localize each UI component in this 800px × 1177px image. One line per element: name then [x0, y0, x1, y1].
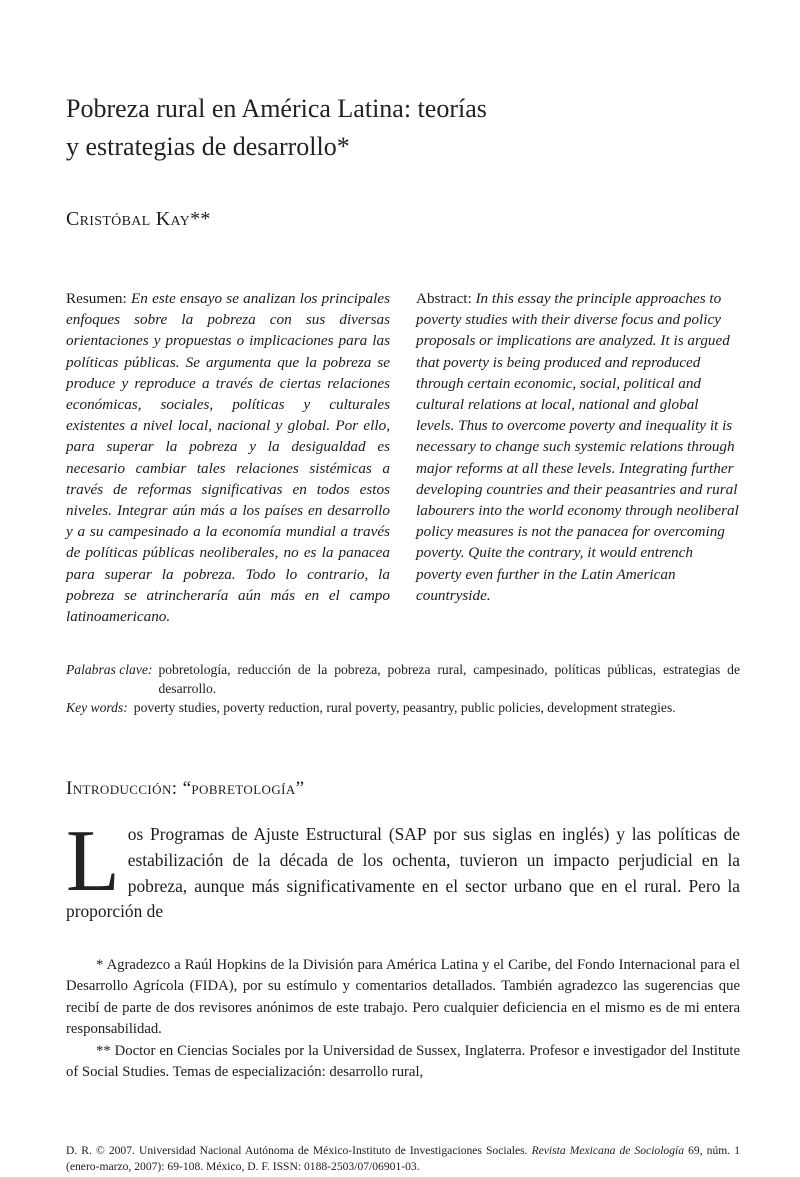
- abstract-text: In this essay the principle approaches to poverty studies with their diverse focus and policy proposals or implications are analyzed. It is argued that poverty is being produced and reproduced through certain economic, social, political and cultural relations at local, national and global levels. Thus to overcome poverty and inequality it is necessary to change such systemic relations through major reforms at all these levels. Integrating further developing countries and their peasantries and rural labourers into the world economy through neoliberal policy measures is not the panacea for overcoming poverty. Quite the contrary, it would entrench poverty even further in the Latin American countryside.: [416, 290, 739, 604]
- author-name: Cristóbal Kay**: [66, 208, 211, 230]
- keywords-es: [66, 660, 740, 698]
- title-line-1: Pobreza rural en América Latina: teorías: [66, 94, 487, 123]
- resumen-text: En este ensayo se analizan los principales enfoques sobre la pobreza con sus diversas orientaciones y propuestas o implicaciones para las políticas públicas. Se argumenta que la pobreza se produce y reproduce a través de ciertas relaciones económicas, sociales, políticas y culturales existentes a nivel local, nacional y global. Por ello, para superar la pobreza y la desigualdad es necesario cambiar tales relaciones sistémicas a través de reformas significativas en todos estos niveles. Integrar aún más a los países en desarrollo y a su campesinado a la economía mundial a través de políticas públicas neoliberales, no es la panacea para superar la pobreza. Todo lo contrario, la pobreza se atrincheraría aún más en el campo latinoamericano.: [66, 290, 391, 626]
- imprint-text-a: D. R. © 2007. Universidad Nacional Autónoma de México-Instituto de Investigaciones Sociales.: [66, 1144, 528, 1157]
- keywords-es-text: pobretología, reducción de la pobreza, pobreza rural, campesinado, políticas públicas, estrategias de desarrollo.: [158, 662, 740, 696]
- imprint-journal: Revista Mexicana de Sociología: [531, 1144, 685, 1157]
- keywords-block: [66, 660, 740, 717]
- footnote-1-text-a: * Agradezco a Raúl Hopkins de la División para América Latina y el Caribe, del Fondo Internacional para el Desarrollo Agrícola (: [66, 957, 740, 995]
- intro-paragraph: [66, 813, 740, 925]
- keywords-en-text: poverty studies, poverty reduction, rural poverty, peasantry, public policies, development strategies.: [133, 700, 676, 715]
- section-heading: Introducción: “pobretología”: [66, 778, 305, 799]
- footnote-1-text-b: ), por su estímulo y comentarios detallados. También agradezco las sugerencias que recibí de parte de dos revisores anónimos de este trabajo. Pero cualquier deficiencia en el mismo es de mi entera responsabilidad.: [66, 978, 740, 1038]
- footnote-1-fida: FIDA: [194, 978, 229, 995]
- title-line-2: y estrategias de desarrollo*: [66, 132, 350, 161]
- resumen-block: [66, 288, 390, 627]
- footnotes: [66, 955, 740, 1083]
- footnote-2: ** Doctor en Ciencias Sociales por la Universidad de Sussex, Inglaterra. Profesor e investigador del Institute of Social Studies. Temas de especialización: desarrollo rural,: [66, 1042, 740, 1081]
- drop-cap: L: [66, 813, 120, 910]
- footnote-1: [66, 955, 740, 1041]
- intro-text-2: por sus siglas en inglés) y las políticas de estabilización de la década de los ochenta, tuvieron un impacto perjudicial en la pobreza, aunque más significativamente en el sector urbano que en el rural. Pero la proporción de: [66, 824, 740, 922]
- abstract-block: [416, 288, 740, 606]
- resumen-label: Resumen:: [66, 290, 127, 307]
- keywords-en-label: Key words:: [66, 700, 128, 715]
- article-title: [66, 90, 746, 166]
- intro-sap-acronym: SAP: [394, 824, 427, 844]
- abstract-label: Abstract:: [416, 290, 472, 307]
- keywords-es-label: Palabras clave:: [66, 662, 153, 677]
- intro-text-1: os Programas de Ajuste Estructural (: [127, 824, 395, 844]
- imprint-text-b: 69, núm. 1 (enero-marzo, 2007): 69-108. México, D. F. ISSN: 0188-2503/07/06901-03.: [66, 1144, 740, 1173]
- keywords-en: [66, 698, 740, 717]
- imprint-line: [66, 1143, 740, 1175]
